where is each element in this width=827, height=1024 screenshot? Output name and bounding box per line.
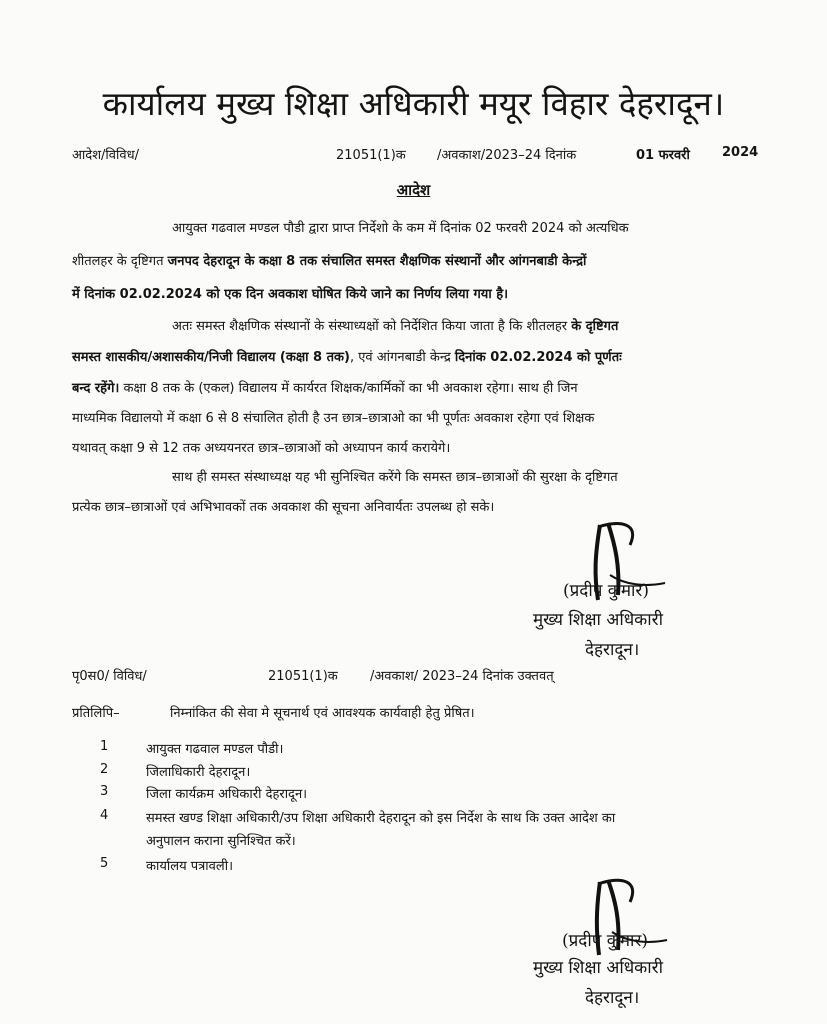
office-title: कार्यालय मुख्य शिक्षा अधिकारी मयूर विहार देहरादून।: [102, 84, 725, 123]
signature2-name: (प्रदीप कुमार): [562, 931, 649, 951]
recipient-number: 3: [100, 784, 109, 799]
order-heading: आदेश: [396, 181, 431, 199]
copy-ref-prefix: पृ0स0/ विविध/: [72, 669, 147, 684]
para1-line3: में दिनांक 02.02.2024 को एक दिन अवकाश घोषित किये जाने का निर्णय लिया गया है।: [72, 287, 509, 302]
copy-ref-number: 21051(1)क: [268, 669, 338, 684]
copy-to-text: निम्नांकित की सेवा मे सूचनार्थ एवं आवश्यक कार्यवाही हेतु प्रेषित।: [170, 706, 475, 721]
recipient-text: आयुक्त गढवाल मण्डल पौडी।: [146, 742, 284, 757]
para2-line2: समस्त शासकीय/अशासकीय/निजी विद्यालय (कक्षा 8 तक), एवं आंगनबाडी केन्द्र दिनांक 02.02.2024 को पूर्णतः: [72, 350, 622, 365]
para3-line2: प्रत्येक छात्र–छात्राओं एवं अभिभावकों तक अवकाश की सूचना अनिवार्यतः उपलब्ध हो सके।: [72, 500, 495, 515]
para2-line1: अतः समस्त शैक्षणिक संस्थानों के संस्थाध्यक्षों को निर्देशित किया जाता है कि शीतलहर के दृष्टिगत: [172, 319, 619, 334]
signature1-place: देहरादून।: [585, 640, 640, 660]
recipient-number: 2: [100, 762, 109, 777]
order-ref-subject: /अवकाश/2023–24 दिनांक: [437, 148, 577, 163]
copy-to-label: प्रतिलिपि–: [72, 706, 120, 721]
recipient-text: समस्त खण्ड शिक्षा अधिकारी/उप शिक्षा अधिकारी देहरादून को इस निर्देश के साथ कि उक्त आदेश का: [146, 811, 616, 826]
para1-line2: शीतलहर के दृष्टिगत जनपद देहरादून के कक्षा 8 तक संचालित समस्त शैक्षणिक संस्थानों और आंगनबाडी केन्द्रों: [72, 254, 587, 269]
para2-line5: यथावत् कक्षा 9 से 12 तक अध्ययनरत छात्र–छात्राओं को अध्यापन कार्य करायेगे।: [72, 441, 451, 456]
recipient-number: 4: [100, 808, 109, 823]
recipient-text: जिला कार्यक्रम अधिकारी देहरादून।: [146, 787, 308, 802]
recipient-text: कार्यालय पत्रावली।: [146, 859, 234, 874]
order-ref-prefix: आदेश/विविध/: [72, 148, 139, 163]
signature1-designation: मुख्य शिक्षा अधिकारी: [533, 610, 663, 630]
signature2-place: देहरादून।: [585, 988, 640, 1008]
order-ref-year: 2024: [722, 145, 759, 160]
order-ref-date: 01 फरवरी: [636, 148, 690, 163]
para2-line4: माध्यमिक विद्यालयो में कक्षा 6 से 8 संचालित होती है उन छात्र–छात्राओ का भी पूर्णतः अवकाश रहेगा एवं शिक्षक: [72, 411, 595, 426]
para3-line1: साथ ही समस्त संस्थाध्यक्ष यह भी सुनिश्चित करेंगे कि समस्त छात्र–छात्राओं की सुरक्षा के दृष्टिगत: [172, 470, 618, 485]
para2-line3: बन्द रहेंगे। कक्षा 8 तक के (एकल) विद्यालय में कार्यरत शिक्षक/कार्मिकों का भी अवकाश रहेगा। साथ ही जिन: [72, 381, 578, 396]
recipient-number: 5: [100, 856, 109, 871]
order-ref-number: 21051(1)क: [336, 148, 406, 163]
recipient-text: जिलाधिकारी देहरादून।: [146, 765, 251, 780]
signature2-designation: मुख्य शिक्षा अधिकारी: [533, 958, 663, 978]
signature1-name: (प्रदीप कुमार): [563, 581, 650, 601]
recipient-number: 1: [100, 739, 109, 754]
recipient-text-cont: अनुपालन कराना सुनिश्चित करें।: [146, 834, 296, 849]
para1-line1: आयुक्त गढवाल मण्डल पौडी द्वारा प्राप्त निर्देशो के कम में दिनांक 02 फरवरी 2024 को अत्यधिक: [172, 221, 629, 236]
copy-ref-subject: /अवकाश/ 2023–24 दिनांक उक्तवत्: [370, 669, 554, 684]
